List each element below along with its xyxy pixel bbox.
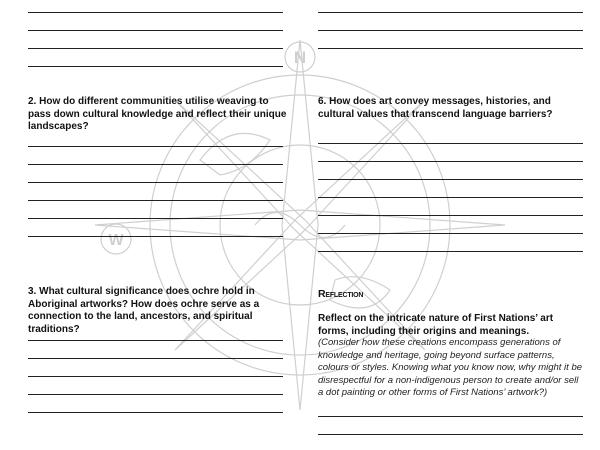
answer-line[interactable] xyxy=(28,376,283,377)
answer-line[interactable] xyxy=(28,48,283,49)
reflection-heading: Reflection xyxy=(318,288,364,300)
answer-line[interactable] xyxy=(318,30,583,31)
question-3 xyxy=(28,286,296,336)
question-text: How does art convey messages, histories, and cultural values that transcend language barriers? xyxy=(318,96,553,120)
answer-line[interactable] xyxy=(318,416,583,417)
answer-line[interactable] xyxy=(318,251,583,252)
question-2 xyxy=(28,96,290,134)
answer-line[interactable] xyxy=(318,161,583,162)
answer-line[interactable] xyxy=(28,340,283,341)
question-text: How do different communities utilise weaving to pass down cultural knowledge and reflect their unique landscapes? xyxy=(28,96,287,132)
compass-west-letter: W xyxy=(108,232,124,249)
compass-center-ring xyxy=(220,145,380,305)
answer-line[interactable] xyxy=(28,412,283,413)
answer-line[interactable] xyxy=(318,12,583,13)
question-number: 3. xyxy=(28,286,37,297)
compass-north-badge xyxy=(285,42,315,72)
answer-line[interactable] xyxy=(28,200,283,201)
question-number: 2. xyxy=(28,96,37,107)
answer-line[interactable] xyxy=(28,218,283,219)
question-6 xyxy=(318,96,583,121)
question-text: What cultural significance does ochre hold in Aboriginal artworks? How does ochre serve as a connection to the land, ancestors, and spiritual traditions? xyxy=(28,286,260,335)
reflection-note: (Consider how these creations encompass generations of knowledge and heritage, going beyond surface patterns, colours or styles. Knowing what you know now, why might it be disrespectful for a non-indigenous person to create and/or sell a dot painting or other forms of First Nations’ artwork?) xyxy=(318,337,583,398)
compass-swirl-a xyxy=(200,133,270,175)
answer-line[interactable] xyxy=(28,30,283,31)
answer-line[interactable] xyxy=(318,143,583,144)
reflection-prompt: Reflect on the intricate nature of First Nations’ art forms, including their origins and meanings. xyxy=(318,313,554,337)
answer-line[interactable] xyxy=(318,215,583,216)
answer-line[interactable] xyxy=(28,12,283,13)
answer-line[interactable] xyxy=(318,197,583,198)
answer-line[interactable] xyxy=(28,236,283,237)
answer-line[interactable] xyxy=(318,233,583,234)
answer-line[interactable] xyxy=(28,66,283,67)
answer-line[interactable] xyxy=(318,48,583,49)
answer-line[interactable] xyxy=(28,164,283,165)
answer-line[interactable] xyxy=(28,182,283,183)
answer-line[interactable] xyxy=(28,146,283,147)
answer-line[interactable] xyxy=(28,394,283,395)
answer-line[interactable] xyxy=(318,434,583,435)
answer-line[interactable] xyxy=(318,179,583,180)
answer-line[interactable] xyxy=(28,358,283,359)
question-number: 6. xyxy=(318,96,327,107)
compass-west-badge xyxy=(101,224,131,254)
compass-north-letter: N xyxy=(293,48,307,67)
